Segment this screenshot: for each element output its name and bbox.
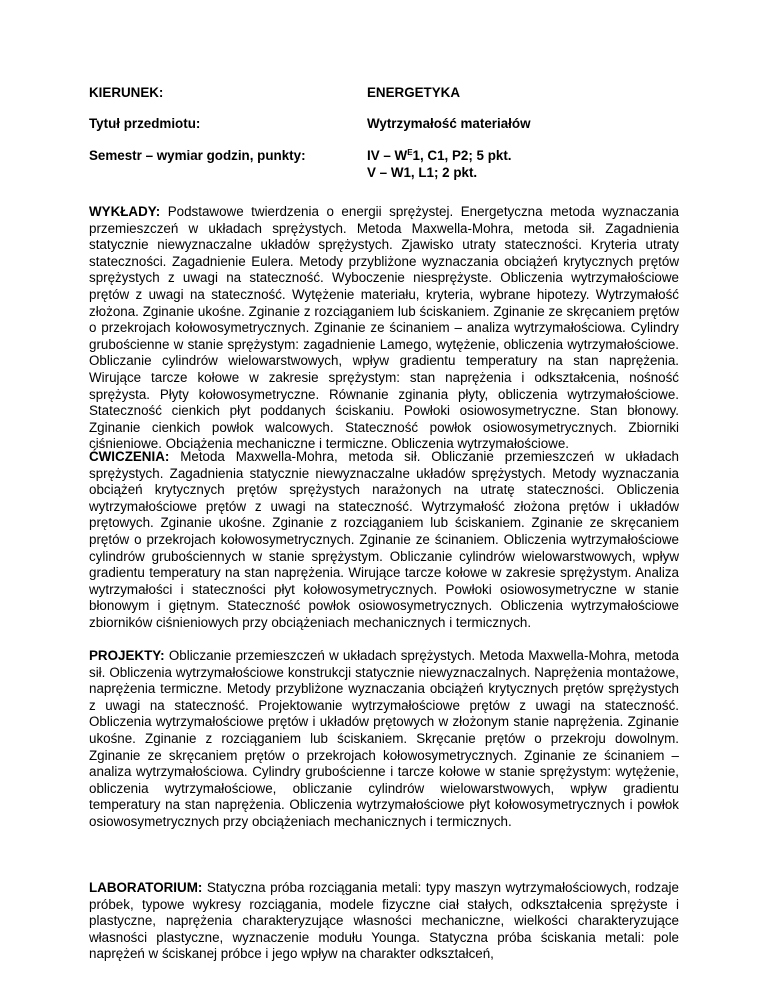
projekty-label: PROJEKTY: bbox=[89, 648, 165, 663]
semestr-line-1-post: 1, C1, P2; 5 pkt. bbox=[412, 148, 512, 163]
wyklady-paragraph bbox=[89, 204, 679, 453]
tytul-value: Wytrzymałość materiałów bbox=[367, 116, 531, 131]
kierunek-label: KIERUNEK: bbox=[89, 85, 164, 100]
projekty-paragraph bbox=[89, 648, 679, 831]
projekty-text: Obliczanie przemieszczeń w układach sprężystych. Metoda Maxwella-Mohra, metoda sił. Obliczenia wytrzymałościowe konstrukcji statycznie niewyznaczalnych. Naprężenia montażowe, naprężenia termiczne. Metody przybliżone wyznaczania obciążeń krytycznych prętów sprężystych z uwagi na stateczność. Projektowanie wytrzymałościowe prętów z uwagi na stateczność. Obliczenia wytrzymałościowe prętów i układów prętowych w złożonym stanie naprężenia. Zginanie ukośne. Zginanie z rozciąganiem lub ściskaniem. Skręcanie prętów o przekroju dowolnym. Zginanie ze skręcaniem prętów o przekrojach kołowosymetrycznych. Zginanie ze ścinaniem – analiza wytrzymałościowa. Cylindry grubościenne i tarcze kołowe w stanie sprężystym: wytężenie, obliczenia wytrzymałościowe, obliczanie cylindrów wielowarstwowych, wpływ gradientu temperatury na stan naprężenia. Obliczenia wytrzymałościowe płyt kołowosymetrycznych i powłok osiowosymetrycznych przy obciążeniach mechanicznych i termicznych. bbox=[89, 648, 679, 829]
semestr-line-2: V – W1, L1; 2 pkt. bbox=[367, 165, 478, 180]
tytul-label: Tytuł przedmiotu: bbox=[89, 116, 201, 131]
semestr-line-1 bbox=[367, 147, 512, 164]
cwiczenia-label: ĆWICZENIA: bbox=[89, 449, 170, 464]
laboratorium-paragraph bbox=[89, 880, 679, 963]
wyklady-text: Podstawowe twierdzenia o energii sprężystej. Energetyczna metoda wyznaczania przemieszczeń w układach sprężystych. Metoda Maxwella-Mohra, metoda sił. Zagadnienia statycznie niewyznaczalne układów sprężystych. Zjawisko utraty stateczności. Kryteria utraty stateczności. Zagadnienie Eulera. Metody przybliżone wyznaczania obciążeń krytycznych prętów sprężystych z uwagi na stateczność. Wyboczenie niesprężyste. Obliczenia wytrzymałościowe prętów z uwagi na stateczność. Wytężenie materiału, kryteria, wybrane hipotezy. Wytrzymałość złożona. Zginanie ukośne. Zginanie z rozciąganiem lub ściskaniem. Zginanie ze skręcaniem prętów o przekrojach kołowosymetrycznych. Zginanie ze ścinaniem – analiza wytrzymałościowa. Cylindry grubościenne w stanie sprężystym: zagadnienie Lamego, wytężenie, obliczenia wytrzymałościowe. Obliczanie cylindrów wielowarstwowych, wpływ gradientu temperatury na stan naprężenia. Wirujące tarcze kołowe w zakresie sprężystym: stan naprężenia i odkształcenia, nośność sprężysta. Płyty kołowosymetryczne. Równanie zginania płyty, obliczenia wytrzymałościowe. Stateczność cienkich płyt poddanych ściskaniu. Powłoki osiowosymetryczne. Stan błonowy. Zginanie cienkich powłok walcowych. Stateczność powłok osiowosymetrycznych. Zbiorniki ciśnieniowe. Obciążenia mechaniczne i termiczne. Obliczenia wytrzymałościowe. bbox=[89, 204, 679, 452]
semestr-line-1-sup: E bbox=[407, 148, 413, 157]
kierunek-value: ENERGETYKA bbox=[367, 85, 461, 100]
cwiczenia-text: Metoda Maxwella-Mohra, metoda sił. Obliczanie przemieszczeń w układach sprężystych. Zagadnienia statycznie niewyznaczalne układów sprężystych. Metody wyznaczania obciążeń krytycznych prętów sprężystych narażonych na utratę stateczności. Obliczenia wytrzymałościowe prętów z uwagi na stateczność. Wytrzymałość złożona prętów i układów prętowych. Zginanie ukośne. Zginanie z rozciąganiem lub ściskaniem. Zginanie ze skręcaniem prętów o przekrojach kołowosymetrycznych. Zginanie ze ścinaniem. Obliczenia wytrzymałościowe cylindrów grubościennych w stanie sprężystym. Obliczanie cylindrów wielowarstwowych, wpływ gradientu temperatury na stan naprężenia. Wirujące tarcze kołowe w zakresie sprężystym. Analiza wytrzymałości i stateczności płyt kołowosymetrycznych. Powłoki osiowosymetryczne w stanie błonowym i giętnym. Stateczność powłok osiowosymetrycznych. Obliczenia wytrzymałościowe zbiorników ciśnieniowych przy obciążeniach mechanicznych i termicznych. bbox=[89, 449, 679, 630]
cwiczenia-paragraph bbox=[89, 449, 679, 632]
laboratorium-text: Statyczna próba rozciągania metali: typy maszyn wytrzymałościowych, rodzaje próbek, typowe wykresy rozciągania, modele fizyczne ciał stałych, odkształcenia sprężyste i plastyczne, naprężenia charakteryzujące własności mechaniczne, wielkości charakteryzujące własności plastyczne, wyznaczenie modułu Younga. Statyczna próba ściskania metali: pole naprężeń w ściskanej próbce i jego wpływ na charakter odkształceń, bbox=[89, 880, 679, 962]
semestr-line-1-pre: IV – W bbox=[367, 148, 408, 163]
wyklady-label: WYKŁADY: bbox=[89, 204, 161, 219]
laboratorium-label: LABORATORIUM: bbox=[89, 880, 203, 895]
semestr-label: Semestr – wymiar godzin, punkty: bbox=[89, 148, 306, 163]
